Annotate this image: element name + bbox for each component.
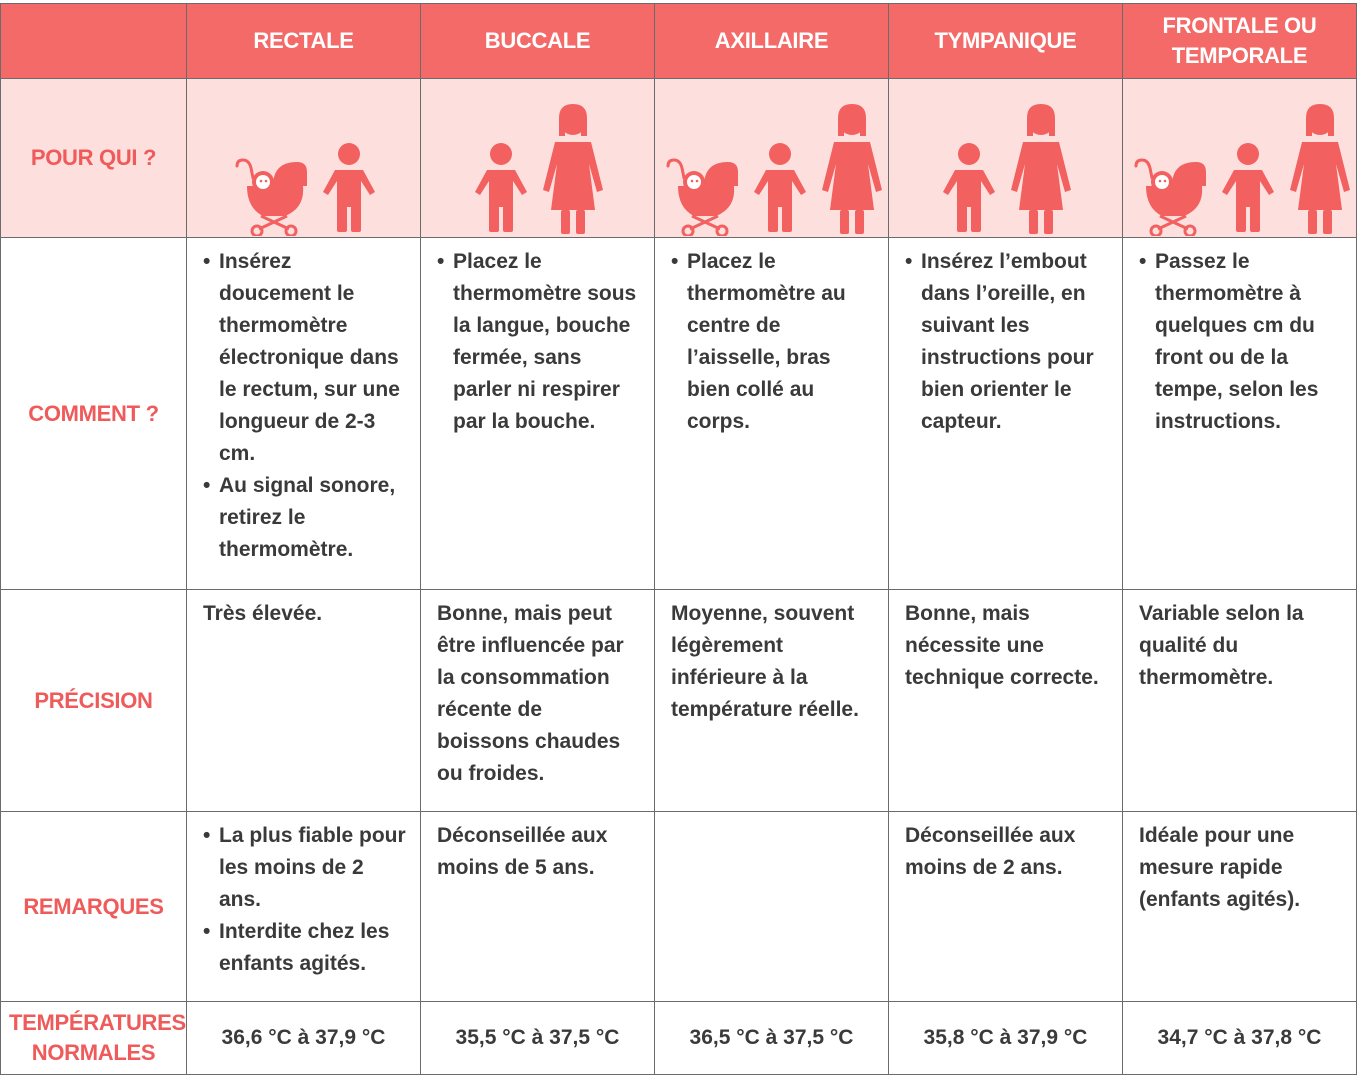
comparison-table <box>0 3 1357 1075</box>
header-buccale: BUCCALE <box>421 4 655 79</box>
remarques-rectale-item-2: • Interdite chez les enfants agités. <box>203 916 406 980</box>
precision-frontale: Variable selon la qualité du thermomètre. <box>1123 590 1357 812</box>
row-label-comment: COMMENT ? <box>1 238 187 590</box>
temp-rectale: 36,6 °C à 37,9 °C <box>187 1002 421 1075</box>
temp-buccale: 35,5 °C à 37,5 °C <box>421 1002 655 1075</box>
who-tympanique <box>889 79 1123 238</box>
row-label-temperatures: TEMPÉRATURES NORMALES <box>1 1002 187 1075</box>
comment-axillaire-item-1: • Placez le thermomètre au centre de l’aisselle, bras bien collé au corps. <box>671 246 874 438</box>
child-icon <box>750 140 810 236</box>
row-label-pour-qui: POUR QUI ? <box>1 79 187 238</box>
header-frontale: FRONTALE OU TEMPORALE <box>1123 4 1357 79</box>
header-corner <box>1 4 187 79</box>
precision-axillaire: Moyenne, souvent légèrement inférieure à la température réelle. <box>655 590 889 812</box>
comment-frontale-item-1: • Passez le thermomètre à quelques cm du front ou de la tempe, selon les instructions. <box>1139 246 1342 438</box>
adult-icon <box>541 104 605 236</box>
header-rectale: RECTALE <box>187 4 421 79</box>
row-comment <box>1 238 1357 590</box>
who-frontale <box>1123 79 1357 238</box>
remarques-axillaire <box>655 812 889 1002</box>
temp-axillaire: 36,5 °C à 37,5 °C <box>655 1002 889 1075</box>
child-icon <box>939 140 999 236</box>
adult-icon <box>1288 104 1352 236</box>
child-icon <box>471 140 531 236</box>
temp-tympanique: 35,8 °C à 37,9 °C <box>889 1002 1123 1075</box>
comment-rectale <box>187 238 421 590</box>
row-remarques <box>1 812 1357 1002</box>
comment-buccale-item-1: • Placez le thermomètre sous la langue, bouche fermée, sans parler ni respirer par la bouche. <box>437 246 640 438</box>
child-icon <box>1218 140 1278 236</box>
comment-buccale <box>421 238 655 590</box>
precision-rectale: Très élevée. <box>187 590 421 812</box>
baby-stroller-icon <box>229 156 309 236</box>
who-rectale <box>187 79 421 238</box>
comment-frontale <box>1123 238 1357 590</box>
who-axillaire <box>655 79 889 238</box>
comment-rectale-item-2: • Au signal sonore, retirez le thermomètre. <box>203 470 406 566</box>
comment-tympanique-item-1: • Insérez l’embout dans l’oreille, en suivant les instructions pour bien orienter le capteur. <box>905 246 1108 438</box>
precision-buccale: Bonne, mais peut être influencée par la consommation récente de boissons chaudes ou froides. <box>421 590 655 812</box>
baby-stroller-icon <box>1128 156 1208 236</box>
row-temperatures <box>1 1002 1357 1075</box>
remarques-frontale: Idéale pour une mesure rapide (enfants agités). <box>1123 812 1357 1002</box>
adult-icon <box>820 104 884 236</box>
header-tympanique: TYMPANIQUE <box>889 4 1123 79</box>
remarques-rectale <box>187 812 421 1002</box>
header-row <box>1 4 1357 79</box>
comment-axillaire <box>655 238 889 590</box>
temp-frontale: 34,7 °C à 37,8 °C <box>1123 1002 1357 1075</box>
row-pour-qui <box>1 79 1357 238</box>
header-axillaire: AXILLAIRE <box>655 4 889 79</box>
row-label-remarques: REMARQUES <box>1 812 187 1002</box>
remarques-buccale: Déconseillée aux moins de 5 ans. <box>421 812 655 1002</box>
comment-rectale-item-1: • Insérez doucement le thermomètre électronique dans le rectum, sur une longueur de 2-3 cm. <box>203 246 406 470</box>
row-precision <box>1 590 1357 812</box>
child-icon <box>319 140 379 236</box>
row-label-precision: PRÉCISION <box>1 590 187 812</box>
who-buccale <box>421 79 655 238</box>
remarques-tympanique: Déconseillée aux moins de 2 ans. <box>889 812 1123 1002</box>
comment-tympanique <box>889 238 1123 590</box>
precision-tympanique: Bonne, mais nécessite une technique correcte. <box>889 590 1123 812</box>
baby-stroller-icon <box>660 156 740 236</box>
remarques-rectale-item-1: • La plus fiable pour les moins de 2 ans. <box>203 820 406 916</box>
adult-icon <box>1009 104 1073 236</box>
